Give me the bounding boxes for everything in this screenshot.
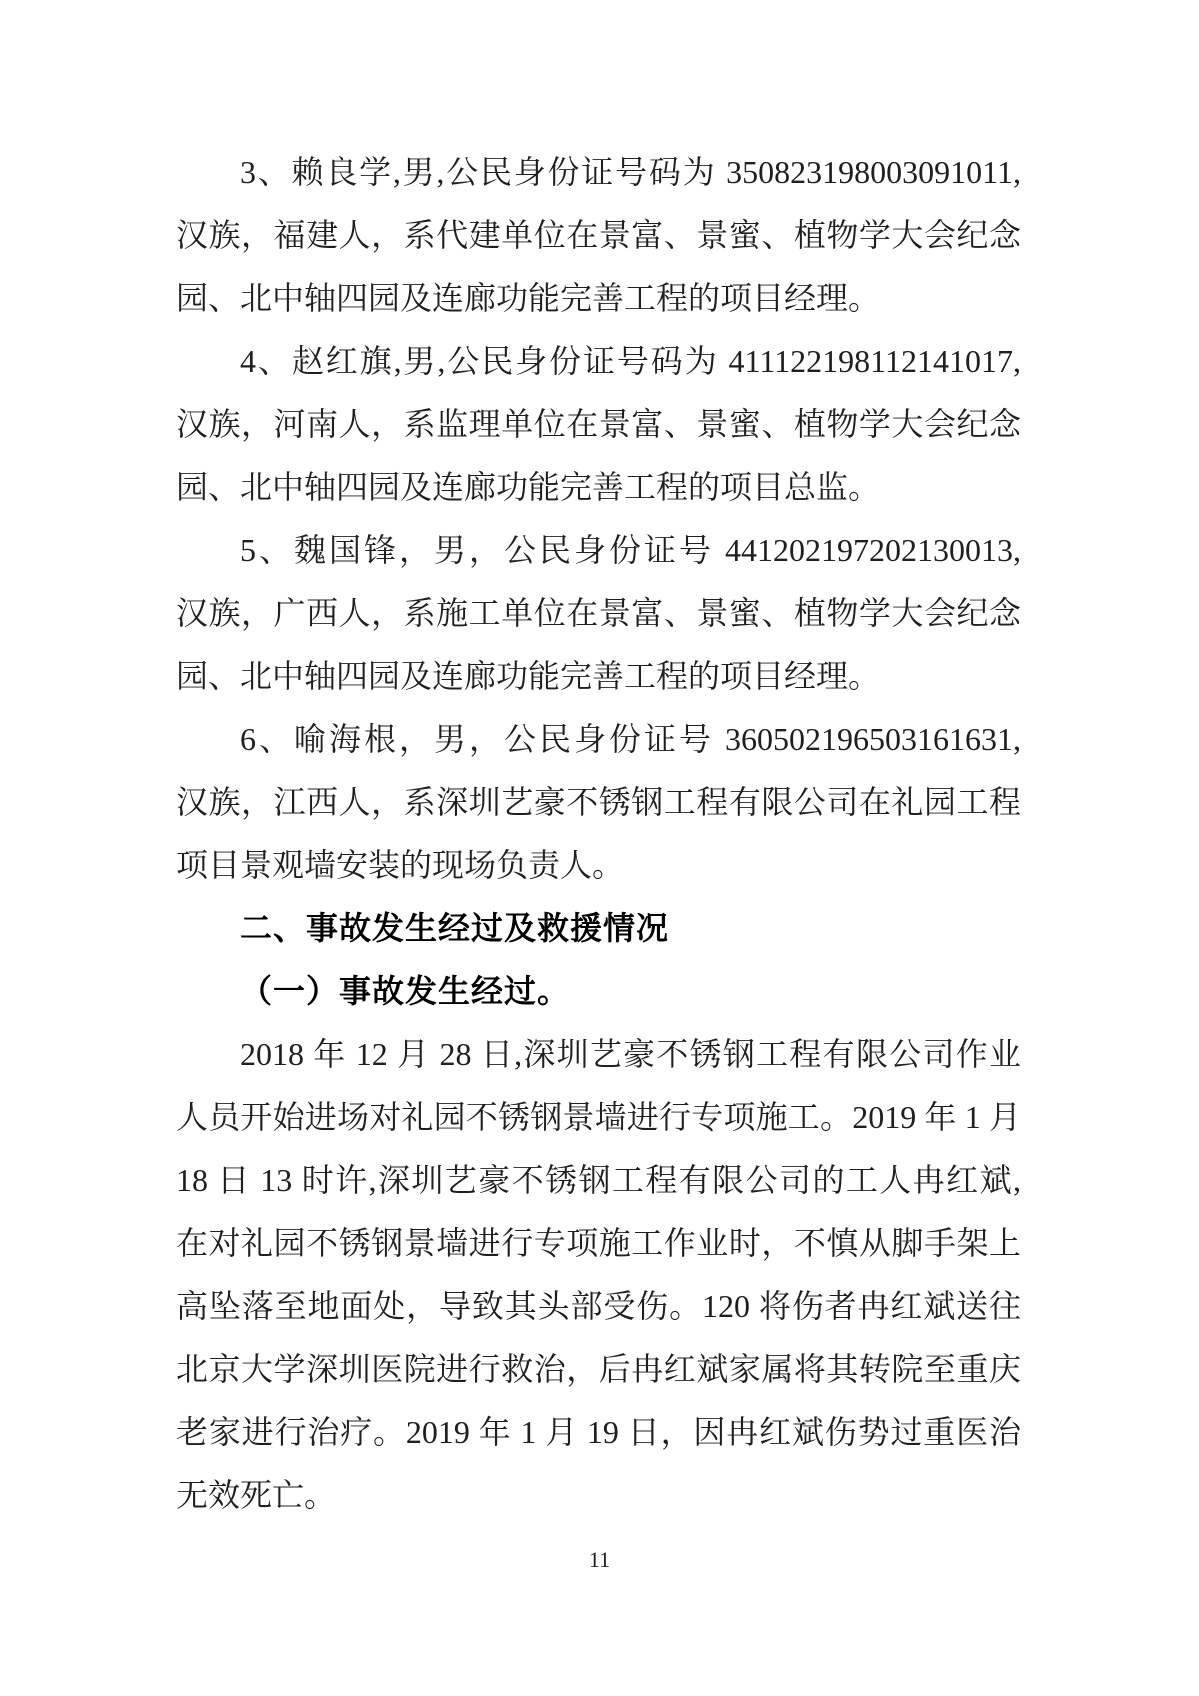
body-text-line: 汉族，广西人，系施工单位在景富、景蜜、植物学大会纪念 — [176, 595, 1021, 631]
body-text-line: 汉族，福建人，系代建单位在景富、景蜜、植物学大会纪念 — [176, 217, 1021, 253]
body-text-line: 汉族，江西人，系深圳艺豪不锈钢工程有限公司在礼园工程 — [176, 784, 1021, 820]
body-text-line: 园、北中轴四园及连廊功能完善工程的项目经理。 — [176, 658, 881, 694]
body-text-line: 18 日 13 时许,深圳艺豪不锈钢工程有限公司的工人冉红斌, — [176, 1162, 1021, 1198]
body-text-line: 项目景观墙安装的现场负责人。 — [176, 847, 625, 883]
body-text-line: 无效死亡。 — [176, 1477, 337, 1513]
document-body — [176, 141, 1021, 1527]
body-text-line: 汉族，河南人，系监理单位在景富、景蜜、植物学大会纪念 — [176, 406, 1021, 442]
body-text-line: 2018 年 12 月 28 日,深圳艺豪不锈钢工程有限公司作业 — [240, 1036, 1021, 1072]
body-text-line: 3、赖良学,男,公民身份证号码为 350823198003091011, — [240, 154, 1021, 190]
body-text-line: 4、赵红旗,男,公民身份证号码为 411122198112141017, — [240, 343, 1021, 379]
body-text-line: 高坠落至地面处，导致其头部受伤。120 将伤者冉红斌送往 — [176, 1288, 1021, 1324]
body-text-line: 人员开始进场对礼园不锈钢景墙进行专项施工。2019 年 1 月 — [176, 1099, 1021, 1135]
heading-line: 二、事故发生经过及救援情况 — [240, 910, 670, 946]
heading-line: （一）事故发生经过。 — [240, 973, 571, 1009]
body-text-line: 北京大学深圳医院进行救治，后冉红斌家属将其转院至重庆 — [176, 1351, 1021, 1387]
body-text-line: 园、北中轴四园及连廊功能完善工程的项目经理。 — [176, 280, 881, 316]
body-text-line: 在对礼园不锈钢景墙进行专项施工作业时，不慎从脚手架上 — [176, 1225, 1021, 1261]
body-text-line: 5、魏国锋，男，公民身份证号 441202197202130013, — [240, 532, 1021, 568]
body-text-line: 老家进行治疗。2019 年 1 月 19 日，因冉红斌伤势过重医治 — [176, 1414, 1021, 1450]
body-text-line: 园、北中轴四园及连廊功能完善工程的项目总监。 — [176, 469, 881, 505]
body-text-line: 6、喻海根，男，公民身份证号 360502196503161631, — [240, 721, 1021, 757]
page-number: 11 — [588, 1547, 611, 1572]
